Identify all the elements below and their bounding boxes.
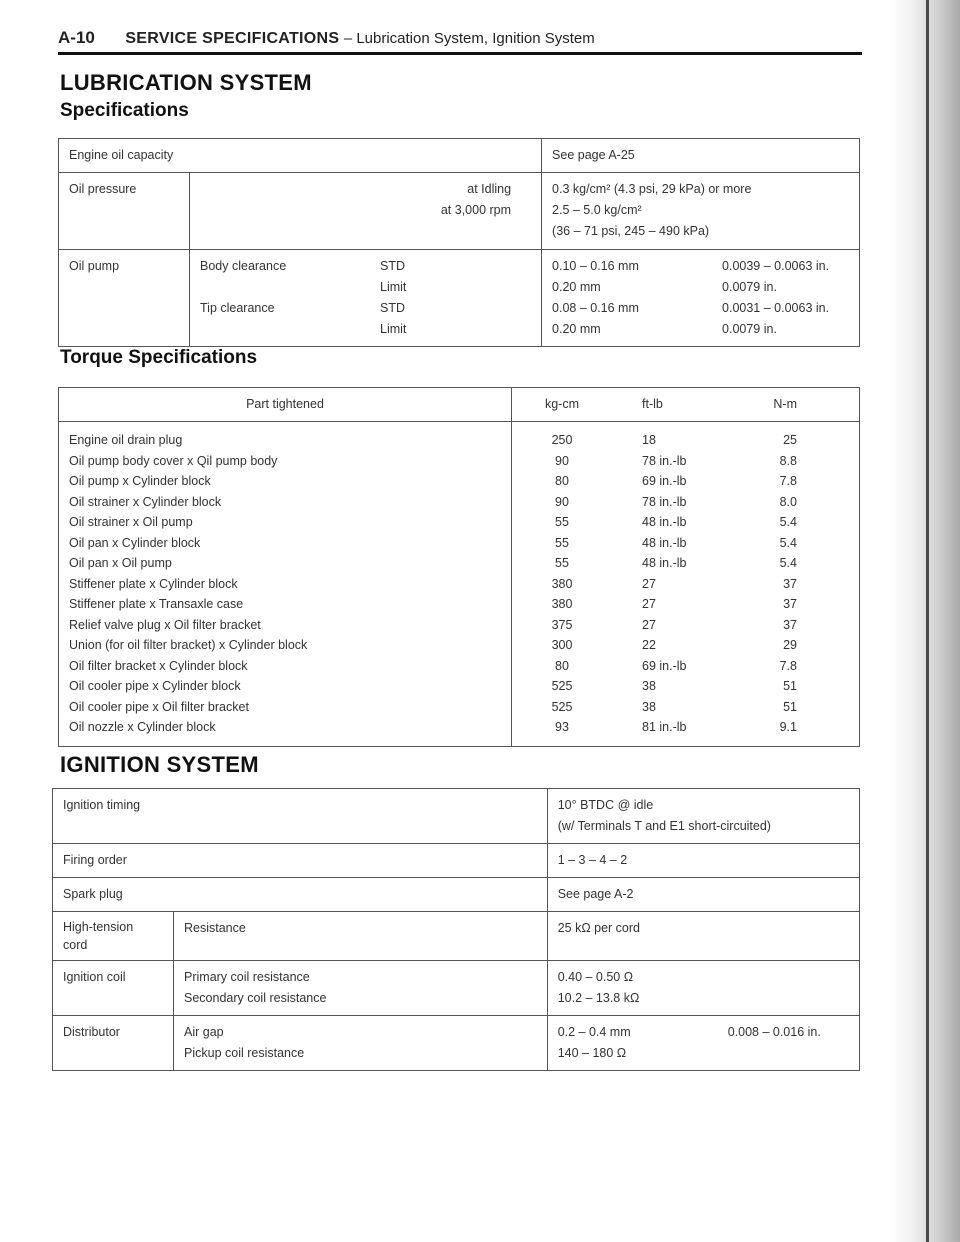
page-header [58,28,858,48]
torque-body-row [59,422,860,747]
plug-row [53,878,860,912]
lubrication-title: LUBRICATION SYSTEM [60,70,312,95]
torque-value-row [522,615,849,636]
torque-value-row [522,553,849,574]
condition-idling: at Idling [467,182,512,196]
torque-kgcm: 380 [551,597,573,611]
pump-values [542,250,860,347]
coil-item-2: Secondary coil resistance [184,991,327,1005]
torque-table [58,387,860,747]
cord-item: Resistance [174,912,548,961]
pump-metric-1: 0.20 mm [552,280,601,294]
torque-value-row [522,451,849,472]
col-nm: N-m [773,397,797,411]
pump-label: Oil pump [59,250,190,347]
torque-part: Oil pump x Cylinder block [69,474,211,488]
timing-value [547,789,859,844]
header-section: SERVICE SPECIFICATIONS [125,30,340,47]
pump-item-blank-1 [200,277,380,298]
dist-item-2: Pickup coil resistance [184,1046,305,1060]
torque-ftlb: 48 in.-lb [642,556,687,570]
torque-ftlb: 27 [642,617,656,632]
page-number: A-10 [58,28,95,47]
torque-nm: 37 [783,597,797,611]
dist-items [174,1016,548,1071]
torque-part: Oil nozzle x Cylinder block [69,720,216,734]
pump-item-blank-3 [200,319,380,340]
torque-nm: 9.1 [779,720,797,734]
torque-kgcm: 80 [555,658,569,673]
torque-value-row [522,697,849,718]
torque-kgcm: 375 [551,617,573,632]
torque-part: Stiffener plate x Cylinder block [69,576,238,591]
pressure-label: Oil pressure [59,173,190,250]
torque-part: Oil strainer x Cylinder block [69,494,222,509]
torque-kgcm: 525 [551,679,573,693]
timing-value-2: (w/ Terminals T and E1 short-circuited) [557,819,771,833]
torque-header-row [59,388,860,422]
coil-value-1: 0.40 – 0.50 Ω [557,970,634,984]
lubrication-spec-table [58,138,860,347]
col-part: Part tightened [59,388,512,422]
torque-values-list [512,422,860,747]
timing-label: Ignition timing [53,789,548,844]
torque-kgcm: 90 [555,453,569,468]
coil-row [53,961,860,1016]
capacity-row [59,139,860,173]
cord-label-2: cord [63,938,88,952]
torque-part: Engine oil drain plug [69,433,183,447]
torque-ftlb: 18 [642,433,656,447]
pump-imperial-0: 0.0039 – 0.0063 in. [722,259,830,273]
plug-value: See page A-2 [547,878,859,912]
torque-ftlb: 27 [642,576,656,591]
dist-label: Distributor [53,1016,174,1071]
pump-cond-0: STD [380,259,405,273]
pressure-3000-value: 2.5 – 5.0 kg/cm² [552,203,642,217]
torque-nm: 25 [783,433,797,447]
firing-label: Firing order [53,844,548,878]
page-binding-edge [890,0,960,1242]
torque-value-row [522,574,849,595]
torque-nm: 5.4 [779,556,797,570]
torque-nm: 8.0 [779,494,797,509]
torque-value-row [522,656,849,677]
torque-value-row [522,512,849,533]
dist-value-1b: 0.008 – 0.016 in. [727,1025,821,1039]
col-kgcm: kg-cm [544,397,580,411]
torque-nm: 29 [783,638,797,652]
torque-units-header [512,388,860,422]
torque-nm: 5.4 [779,515,797,529]
torque-part: Union (for oil filter bracket) x Cylinder block [69,638,308,652]
torque-part: Oil filter bracket x Cylinder block [69,658,248,673]
torque-ftlb: 27 [642,597,656,611]
torque-part: Relief valve plug x Oil filter bracket [69,617,261,632]
cord-label [53,912,174,961]
torque-ftlb: 38 [642,699,656,714]
torque-nm: 7.8 [779,474,797,488]
torque-value-row [522,717,849,738]
torque-ftlb: 38 [642,679,656,693]
torque-part: Oil cooler pipe x Oil filter bracket [69,699,249,714]
torque-kgcm: 55 [555,515,569,529]
torque-part: Oil pump body cover x Qil pump body [69,453,278,468]
torque-ftlb: 78 in.-lb [642,494,687,509]
pump-imperial-1: 0.0079 in. [722,280,777,294]
cord-label-1: High-tension [63,920,134,934]
pump-items [190,250,542,347]
ignition-table [52,788,860,1071]
dist-item-1: Air gap [184,1025,224,1039]
torque-value-row [522,492,849,513]
dist-values [547,1016,859,1071]
pump-cond-3: Limit [380,322,407,336]
torque-kgcm: 380 [551,576,573,591]
torque-kgcm: 55 [555,556,569,570]
torque-part: Oil cooler pipe x Cylinder block [69,679,241,693]
torque-ftlb: 69 in.-lb [642,658,687,673]
header-subtitle: – Lubrication System, Ignition System [343,30,595,47]
torque-part: Oil pan x Cylinder block [69,535,201,550]
torque-nm: 37 [783,617,797,632]
coil-item-1: Primary coil resistance [184,970,310,984]
torque-value-row [522,471,849,492]
pressure-idle-value: 0.3 kg/cm² (4.3 psi, 29 kPa) or more [552,182,752,196]
torque-part: Oil strainer x Oil pump [69,515,193,529]
torque-parts-list [59,422,512,747]
torque-ftlb: 78 in.-lb [642,453,687,468]
coil-value-2: 10.2 – 13.8 kΩ [557,991,640,1005]
torque-part: Oil pan x Oil pump [69,556,172,570]
pressure-conditions [190,173,542,250]
torque-nm: 37 [783,576,797,591]
pump-metric-0: 0.10 – 0.16 mm [552,259,639,273]
torque-ftlb: 22 [642,638,656,652]
dist-value-1: 0.2 – 0.4 mm [557,1025,631,1039]
torque-kgcm: 55 [555,535,569,550]
torque-kgcm: 90 [555,494,569,509]
torque-ftlb: 69 in.-lb [642,474,687,488]
torque-kgcm: 525 [551,699,573,714]
torque-kgcm: 80 [555,474,569,488]
pump-metric-2: 0.08 – 0.16 mm [552,301,639,315]
col-ftlb: ft-lb [642,397,663,411]
pump-cond-2: STD [380,301,405,315]
capacity-value: See page A-25 [542,139,860,173]
pump-imperial-2: 0.0031 – 0.0063 in. [722,301,830,315]
oil-pump-row [59,250,860,347]
torque-nm: 7.8 [779,658,797,673]
pressure-3000-value-alt: (36 – 71 psi, 245 – 490 kPa) [552,224,710,238]
torque-value-row [522,676,849,697]
torque-kgcm: 93 [555,720,569,734]
plug-label: Spark plug [53,878,548,912]
pressure-values [542,173,860,250]
torque-nm: 51 [783,679,797,693]
specifications-title: Specifications [60,100,189,121]
distributor-row [53,1016,860,1071]
torque-nm: 5.4 [779,535,797,550]
capacity-label: Engine oil capacity [59,139,542,173]
torque-value-row [522,635,849,656]
pump-imperial-3: 0.0079 in. [722,322,777,336]
dist-value-2: 140 – 180 Ω [557,1046,627,1060]
torque-value-row [522,594,849,615]
ignition-title: IGNITION SYSTEM [60,752,259,777]
pressure-row [59,173,860,250]
torque-ftlb: 48 in.-lb [642,535,687,550]
torque-nm: 8.8 [779,453,797,468]
firing-row [53,844,860,878]
coil-label: Ignition coil [53,961,174,1016]
torque-title: Torque Specifications [60,347,258,368]
pump-item-tip: Tip clearance [200,301,275,315]
torque-kgcm: 300 [551,638,573,652]
torque-ftlb: 48 in.-lb [642,515,687,529]
torque-part: Stiffener plate x Transaxle case [69,597,244,611]
cord-row [53,912,860,961]
header-rule [58,52,862,55]
condition-3000rpm: at 3,000 rpm [440,203,512,217]
cord-value: 25 kΩ per cord [547,912,859,961]
pump-cond-1: Limit [380,280,407,294]
timing-value-1: 10° BTDC @ idle [557,798,654,812]
torque-nm: 51 [783,699,797,714]
torque-value-row [522,430,849,451]
torque-value-row [522,533,849,554]
pump-metric-3: 0.20 mm [552,322,601,336]
firing-value: 1 – 3 – 4 – 2 [547,844,859,878]
torque-ftlb: 81 in.-lb [642,720,687,734]
torque-kgcm: 250 [551,433,573,447]
pump-item-body: Body clearance [200,259,287,273]
timing-row [53,789,860,844]
coil-values [547,961,859,1016]
coil-items [174,961,548,1016]
